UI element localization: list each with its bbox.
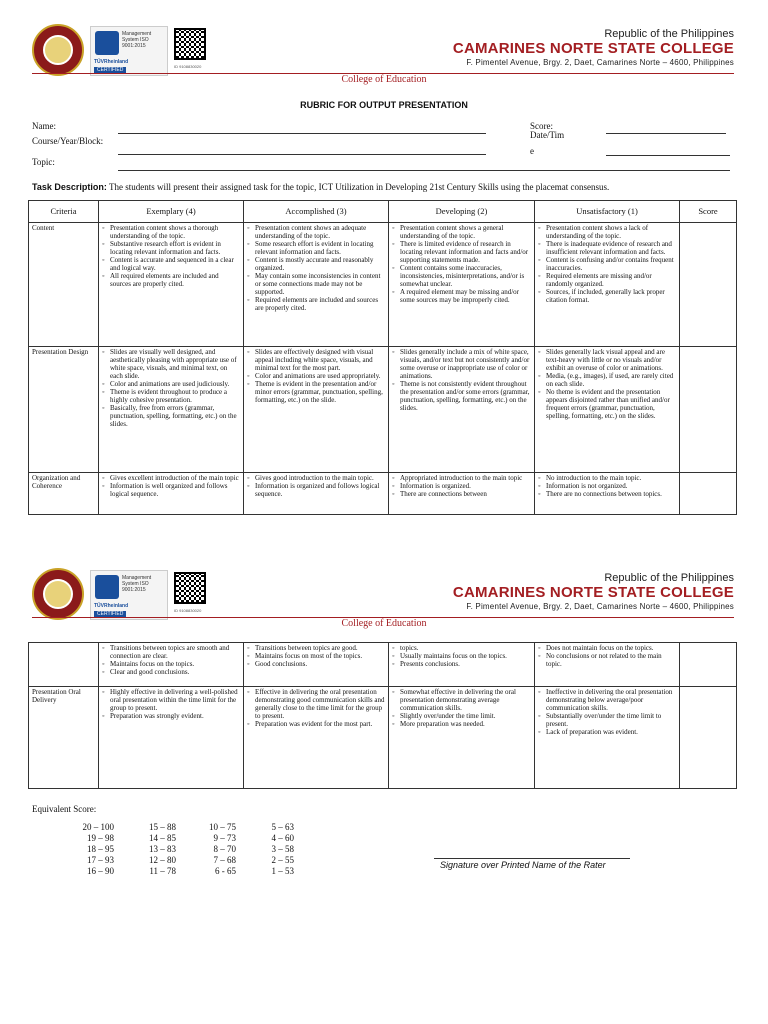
- topic-label: Topic:: [32, 157, 55, 167]
- equivalent-score-item: 13 – 83: [149, 844, 176, 854]
- header-criteria: Criteria: [29, 201, 99, 223]
- rubric-table-page1: [28, 200, 737, 515]
- rubric-table-page2: [28, 642, 737, 789]
- equivalent-score-item: 12 – 80: [149, 855, 176, 865]
- date-label: Date/Tim: [530, 130, 565, 140]
- table-row: Presentation Design ◦ Slides are visually well designed, and aesthetically pleasing with appropriate use of white space, visuals, and minimal text, on each slide. ◦ Color and animations are used judiciously. ◦ Theme is evident throughout to produce a highly cohesive presentation. ◦ Basically, free from errors (grammar, punctuation, spelling, formatting, etc.) on the slides. ◦ Slides are effectively designed with visual appeal including white space, visuals, and minimal text for the most part. ◦ Color and animations are used appropriately. ◦ Theme is evident in the presentation and/or minor errors (grammar, punctuation, spelling, formatting, etc.) on the slide. ◦ Slides generally include a mix of white space, visuals, and/or text but not consistently and/or some overuse or inappropriate use of color or animations. ◦ Theme is not consistently evident throughout the presentation and/or some errors (grammar, punctuation, spelling, formatting, etc.) on the slides. ◦ Slides generally lack visual appeal and are text-heavy with little or no visuals and/or exhibit an overuse of color or animations. ◦ Media, (e.g., images), if used, are rarely cited on each slide. ◦ No theme is evident and the presentation appears disjointed rather than unified and/or frequent errors (grammar, punctuation, spelling, formatting, etc.) on the slides.: [29, 347, 737, 473]
- qr-code-icon: [174, 28, 206, 60]
- score-cell[interactable]: [680, 643, 737, 687]
- equivalent-score-item: 3 – 58: [271, 844, 294, 854]
- college-address: F. Pimentel Avenue, Brgy. 2, Daet, Camarines Norte – 4600, Philippines: [466, 58, 734, 67]
- equivalent-score-item: 2 – 55: [271, 855, 294, 865]
- qr-code-icon: [174, 572, 206, 604]
- equivalent-score-item: 19 – 98: [87, 833, 114, 843]
- college-address: F. Pimentel Avenue, Brgy. 2, Daet, Camarines Norte – 4600, Philippines: [466, 602, 734, 611]
- equivalent-score-item: 16 – 90: [87, 866, 114, 876]
- equivalent-score-item: 15 – 88: [149, 822, 176, 832]
- equivalent-score-item: 4 – 60: [271, 833, 294, 843]
- topic-field[interactable]: [118, 170, 730, 171]
- table-row: Content ◦ Presentation content shows a thorough understanding of the topic. ◦ Substantive research effort is evident in locating relevant information and facts. ◦ Content is accurate and sequenced in a clear and logical way. ◦ All required elements are included and sources are properly cited. ◦ Presentation content shows an adequate understanding of the topic. ◦ Some research effort is evident in locating relevant information and facts. ◦ Content is mostly accurate and reasonably organized. ◦ May contain some inconsistencies in content or some connections made may not be supported. ◦ Required elements are included and sources are properly cited. ◦ Presentation content shows a general understanding of the topic. ◦ There is limited evidence of research in locating relevant information and facts and/or supporting statements made. ◦ Content contains some inaccuracies, inconsistencies, misinterpretations, and/or is somewhat unclear. ◦ A required element may be missing and/or some sources may be improperly cited. ◦ Presentation content shows a lack of understanding of the topic. ◦ There is inadequate evidence of research and insufficient relevant information and facts. ◦ Content is confusing and/or contains frequent inaccuracies. ◦ Required elements are missing and/or randomly organized. ◦ Sources, if included, generally lack proper citation format.: [29, 223, 737, 347]
- tuv-iso-logo: Management System ISO 9001:2015 TÜVRheinland CERTIFIED: [90, 570, 168, 620]
- table-row: ◦ Transitions between topics are smooth and connection are clear. ◦ Maintains focus on the topics. ◦ Clear and good conclusions. ◦ Transitions between topics are good. ◦ Maintains focus on most of the topics. ◦ Good conclusions. ◦ topics. ◦ Usually maintains focus on the topics. ◦ Presents conclusions. ◦ Does not maintain focus on the topics. ◦ No conclusions or not related to the main topic.: [29, 643, 737, 687]
- equivalent-score-item: 8 – 70: [213, 844, 236, 854]
- name-field[interactable]: [118, 133, 486, 134]
- equivalent-score-item: 5 – 63: [271, 822, 294, 832]
- signature-line[interactable]: [434, 858, 630, 859]
- score-cell[interactable]: [680, 473, 737, 515]
- equivalent-score-item: 20 – 100: [82, 822, 114, 832]
- date-label-tail: e: [530, 146, 534, 156]
- page-title: RUBRIC FOR OUTPUT PRESENTATION: [300, 100, 468, 110]
- tuv-iso-logo: Management System ISO 9001:2015 TÜVRheinland CERTIFIED: [90, 26, 168, 76]
- college-of-education: College of Education: [341, 74, 427, 85]
- task-description: Task Description: The students will present their assigned task for the topic, ICT Utilization in Developing 21st Century Skills using the placemat consensus.: [32, 182, 610, 192]
- score-field[interactable]: [606, 133, 726, 134]
- header-accomplished: Accomplished (3): [244, 201, 389, 223]
- college-seal-logo: [32, 568, 84, 620]
- college-name: CAMARINES NORTE STATE COLLEGE: [452, 584, 734, 601]
- header-exemplary: Exemplary (4): [99, 201, 244, 223]
- name-label: Name:: [32, 121, 56, 131]
- score-cell[interactable]: [680, 347, 737, 473]
- table-row: Organization and Coherence ◦ Gives excellent introduction of the main topic ◦ Information is well organized and follows logical sequence. ◦ Gives good introduction to the main topic. ◦ Information is organized and follows logical sequence. ◦ Appropriated introduction to the main topic ◦ Information is organized. ◦ There are connections between ◦ No introduction to the main topic. ◦ Information is not organized. ◦ There are no connections between topics.: [29, 473, 737, 515]
- date-field[interactable]: [606, 155, 730, 156]
- qr-id: ID 9108830020: [174, 608, 202, 613]
- qr-id: ID 9108830020: [174, 64, 202, 69]
- college-name: CAMARINES NORTE STATE COLLEGE: [452, 40, 734, 57]
- college-of-education: College of Education: [341, 618, 427, 629]
- republic-label: Republic of the Philippines: [604, 572, 734, 584]
- course-label: Course/Year/Block:: [32, 136, 104, 146]
- signature-label: Signature over Printed Name of the Rater: [440, 860, 606, 870]
- score-label: Score:: [530, 121, 553, 131]
- equivalent-score-item: 17 – 93: [87, 855, 114, 865]
- equivalent-score-item: 7 – 68: [213, 855, 236, 865]
- equivalent-score-item: 18 – 95: [87, 844, 114, 854]
- table-row: Presentation Oral Delivery ◦ Highly effective in delivering a well-polished oral presentation within the time limit for the group to present. ◦ Preparation was strongly evident. ◦ Effective in delivering the oral presentation demonstrating good communication skills and generally close to the time limit for the group to present. ◦ Preparation was evident for the most part. ◦ Somewhat effective in delivering the oral presentation demonstrating average communication skills. ◦ Slightly over/under the time limit. ◦ More preparation was needed. ◦ Ineffective in delivering the oral presentation demonstrating below average/poor communication skills. ◦ Substantially over/under the time limit to present. ◦ Lack of preparation was evident.: [29, 687, 737, 789]
- course-field[interactable]: [118, 154, 486, 155]
- equivalent-score-item: 11 – 78: [149, 866, 176, 876]
- equivalent-score-item: 6 - 65: [215, 866, 236, 876]
- equivalent-score-item: 9 – 73: [213, 833, 236, 843]
- equivalent-score-item: 10 – 75: [209, 822, 236, 832]
- equivalent-score-label: Equivalent Score:: [32, 804, 97, 814]
- republic-label: Republic of the Philippines: [604, 28, 734, 40]
- score-cell[interactable]: [680, 687, 737, 789]
- header-score: Score: [680, 201, 737, 223]
- score-cell[interactable]: [680, 223, 737, 347]
- college-seal-logo: [32, 24, 84, 76]
- equivalent-score-item: 14 – 85: [149, 833, 176, 843]
- equivalent-score-item: 1 – 53: [271, 866, 294, 876]
- header-developing: Developing (2): [389, 201, 535, 223]
- header-unsatisfactory: Unsatisfactory (1): [535, 201, 680, 223]
